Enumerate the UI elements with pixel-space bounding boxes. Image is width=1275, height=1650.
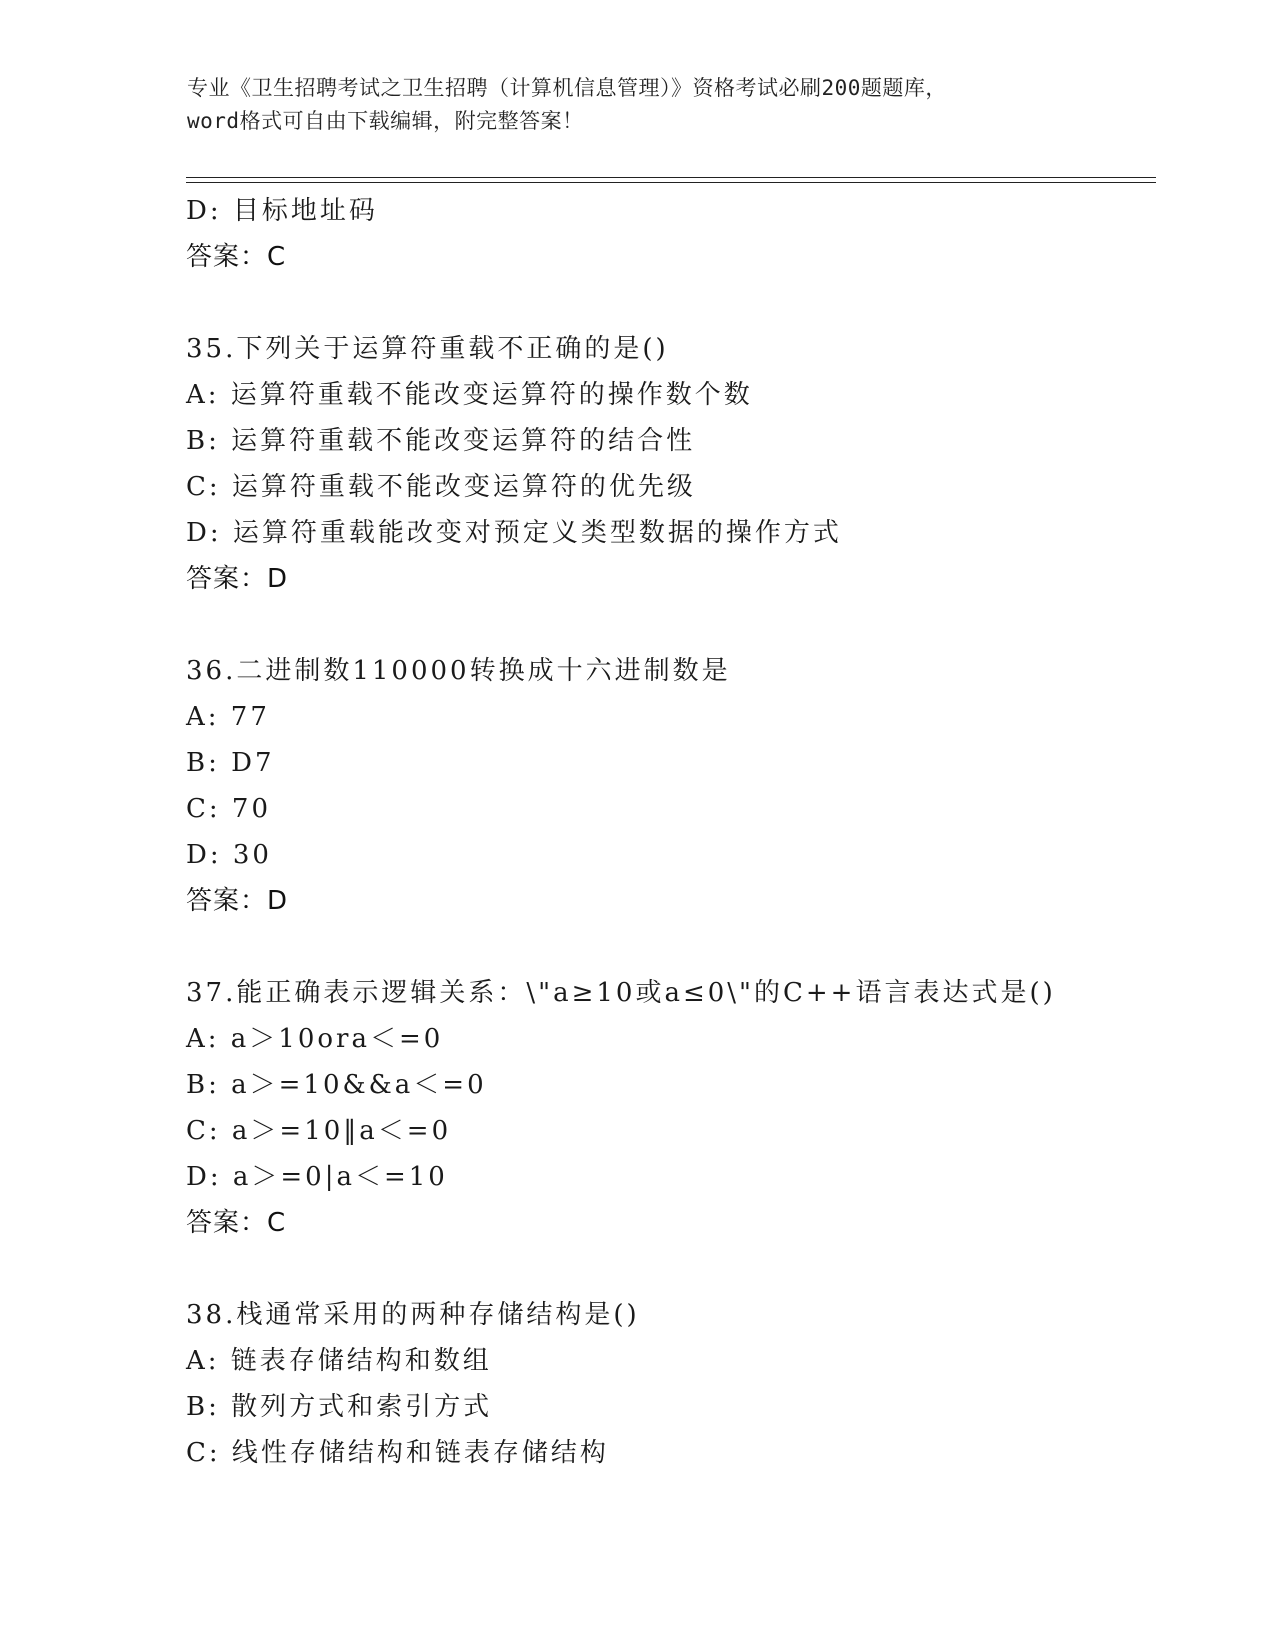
header-line-2: word格式可自由下载编辑，附完整答案！ — [187, 109, 584, 133]
question-stem: 35.下列关于运算符重载不正确的是() — [186, 334, 669, 364]
option-b: B: D7 — [186, 748, 275, 778]
option-c: C: 70 — [186, 794, 272, 824]
option-a: A: 77 — [186, 702, 270, 732]
option-b: B: 散列方式和索引方式 — [186, 1392, 493, 1422]
header-divider-top — [186, 177, 1156, 178]
option-c: C: a＞=10‖a＜=0 — [186, 1116, 452, 1146]
option-c: C: 线性存储结构和链表存储结构 — [186, 1438, 609, 1468]
answer-line: 答案：D — [186, 564, 289, 594]
header-divider-bottom — [186, 182, 1156, 183]
answer-line: 答案：C — [186, 1208, 287, 1238]
option-d: D: a＞=0|a＜=10 — [186, 1162, 448, 1192]
question-stem: 38.栈通常采用的两种存储结构是() — [186, 1300, 640, 1330]
spacer — [186, 924, 1166, 970]
option-a: A: a＞10ora＜=0 — [186, 1024, 444, 1054]
option-d: D: 30 — [186, 840, 272, 870]
document-header — [187, 72, 1087, 138]
option-b: B: 运算符重载不能改变运算符的结合性 — [186, 426, 696, 456]
question-list — [186, 188, 1166, 1476]
spacer — [186, 280, 1166, 326]
answer-line: 答案：D — [186, 886, 289, 916]
spacer — [186, 1246, 1166, 1292]
option-a: A: 运算符重载不能改变运算符的操作数个数 — [186, 380, 753, 410]
spacer — [186, 602, 1166, 648]
option-c: C: 运算符重载不能改变运算符的优先级 — [186, 472, 696, 502]
option-b: B: a＞=10&&a＜=0 — [186, 1070, 487, 1100]
question-stem: 37.能正确表示逻辑关系：\"a≥10或a≤0\"的C++语言表达式是() — [186, 978, 1056, 1008]
option-d: D: 目标地址码 — [186, 196, 378, 226]
answer-line: 答案：C — [186, 242, 287, 272]
question-stem: 36.二进制数110000转换成十六进制数是 — [186, 656, 731, 686]
header-line-1: 专业《卫生招聘考试之卫生招聘（计算机信息管理）》资格考试必刷200题题库， — [187, 76, 947, 100]
option-a: A: 链表存储结构和数组 — [186, 1346, 492, 1376]
option-d: D: 运算符重载能改变对预定义类型数据的操作方式 — [186, 518, 842, 548]
